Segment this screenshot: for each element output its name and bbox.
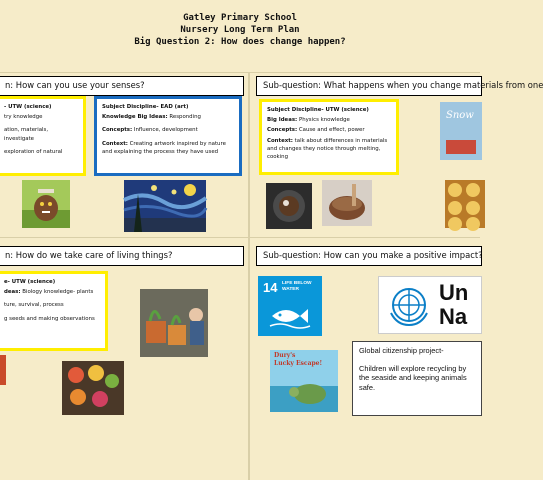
header (0, 12, 480, 48)
card-value: talk about differences in materials and changes they notice through melting, cooking (267, 137, 388, 161)
card-label: Concepts: (267, 127, 298, 134)
grid-line-vertical (248, 72, 250, 480)
card-utw-science-senses (0, 96, 86, 176)
un-text-line: Na (439, 304, 468, 329)
seed-trays-image (62, 361, 124, 415)
mixing-bowl (322, 180, 372, 226)
card-discipline: Subject Discipline- EAD (art) (102, 104, 189, 110)
school-name: Gatley Primary School (183, 13, 297, 23)
subq-living-things: n: How do we take care of living things? (0, 246, 244, 266)
subq-senses: n: How can you use your senses? (0, 76, 244, 96)
card-utw-science-biology (0, 271, 108, 351)
baked-cakes-image (445, 180, 485, 228)
card-utw-science-physics (259, 99, 399, 175)
sdg-text-line: LIFE BELOW (282, 281, 312, 286)
card-line: g seeds and making observations (4, 315, 95, 322)
card-line: ture, survival, process (4, 302, 64, 309)
subq-positive-impact: Sub-question: How can you make a positive impact? (256, 246, 482, 266)
gruffalo-illustration (22, 180, 70, 228)
card-value: Physics knowledge (298, 117, 350, 124)
gruffalo-book-image (22, 180, 70, 228)
book-title-line: Dury's (274, 352, 296, 359)
card-label: Big Ideas: (267, 117, 298, 124)
global-title: Global citizenship project- (359, 346, 444, 355)
plan-title: Nursery Long Term Plan (180, 25, 300, 35)
melting-chocolate-image (266, 183, 312, 229)
lucky-escape-book-image (270, 350, 338, 412)
cake-tray (445, 180, 485, 228)
card-line: exploration of natural (4, 148, 63, 155)
grid-line-middle (0, 237, 480, 238)
planting-scene (140, 289, 208, 357)
card-value: Cause and effect, power (298, 127, 365, 134)
card-label: Context: (267, 137, 293, 144)
card-ead-art (94, 96, 242, 176)
grid-line-top (0, 72, 480, 73)
plant-photo-partial (0, 355, 6, 385)
planting-child-image (140, 289, 208, 357)
sdg-text-line: WATER (282, 287, 299, 292)
card-discipline: Subject Discipline- UTW (science) (267, 107, 369, 113)
card-label: Concepts: (102, 127, 133, 134)
global-body: Children will explore recycling by the seaside and keeping animals safe. (359, 363, 467, 392)
sdg-number: 14 (263, 280, 278, 295)
seed-trays (62, 361, 124, 415)
sdg-14-card (258, 276, 322, 336)
card-line: ation, materials, investigate (4, 127, 49, 142)
card-value: Responding (169, 114, 201, 121)
global-citizenship-box (352, 341, 482, 416)
starry-night-image (124, 180, 206, 232)
card-value: Influence, development (133, 127, 198, 134)
card-line: try knowledge (4, 114, 43, 121)
card-label: Context: (102, 140, 128, 147)
card-label: Knowledge Big Ideas: (102, 114, 168, 121)
mixing-bowl-image (322, 180, 372, 226)
snow-book-image (440, 102, 482, 160)
card-value: Creating artwork inspired by nature and explaining the process they have used (102, 140, 226, 155)
starry-night-painting (124, 180, 206, 232)
un-emblem-icon (387, 283, 431, 327)
card-line: e- UTW (science) (4, 279, 56, 285)
subq-materials: Sub-question: What happens when you change materials from one (256, 76, 482, 96)
card-line: - UTW (science) (4, 104, 52, 110)
un-text-line: Un (439, 280, 469, 305)
snow-book-figure (446, 140, 476, 154)
melting-pan (266, 183, 312, 229)
card-value: Biology knowledge- plants (22, 289, 94, 296)
un-logo-box (378, 276, 482, 334)
big-question: Big Question 2: How does change happen? (134, 37, 346, 47)
card-label: deas: (4, 289, 21, 296)
fish-icon (270, 304, 310, 328)
snow-book-title: Snow (446, 110, 474, 121)
book-title-line: Lucky Escape! (274, 360, 323, 367)
